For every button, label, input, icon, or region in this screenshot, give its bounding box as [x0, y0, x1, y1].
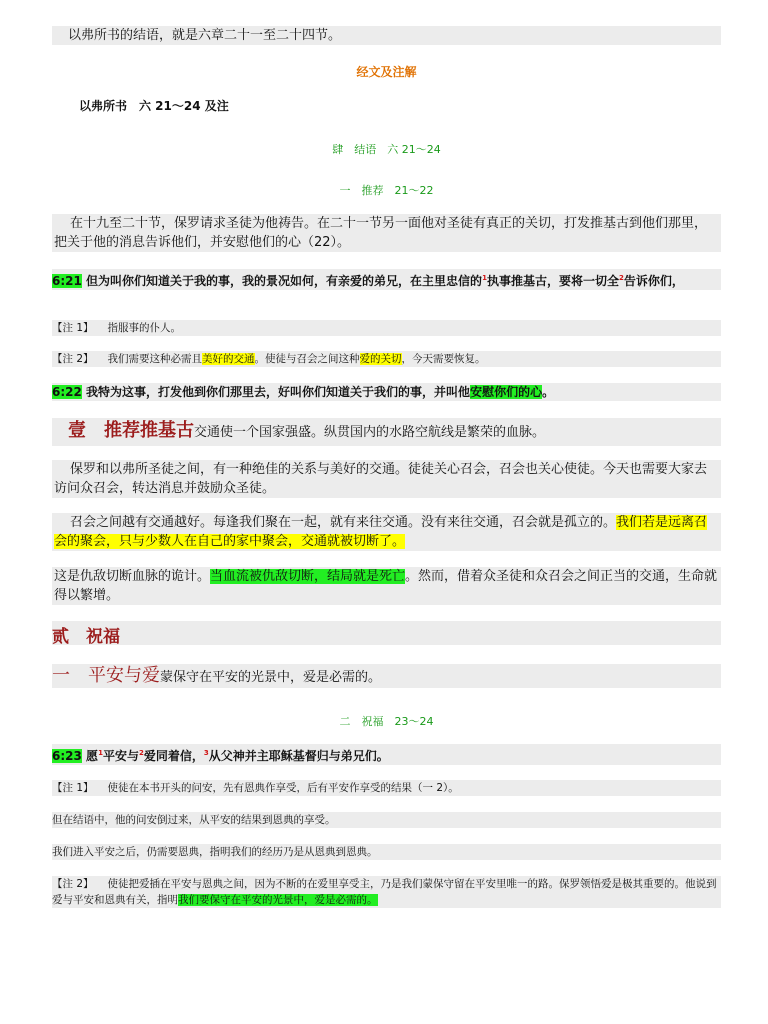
footnote-mark: 2 [618, 274, 624, 282]
note-3-line-3: 我们进入平安之后，仍需要恩典，指明我们的经历乃是从恩典到恩典。 [52, 844, 721, 860]
note-text: 。使徒与召会之间这种 [254, 353, 360, 365]
verse-text: 我特为这事，打发他到你们那里去，好叫你们知道关于我们的事，并叫他 [86, 385, 471, 399]
paragraph-1-text: 在十九至二十节，保罗请求圣徒为他祷告。在二十一节另一面他对圣徒有真正的关切，打发推基古到他们那里，把关于他的消息告诉他们，并安慰他们的心（22）。 [54, 216, 708, 250]
book-heading: 以弗所书 六 21～24 及注 [79, 99, 229, 113]
heading-3 [52, 664, 721, 688]
heading-2 [52, 621, 721, 645]
highlight-text: 安慰你们的心 [470, 385, 543, 399]
paragraph-4-text: 这是仇敌切断血脉的诡计。 [54, 569, 211, 584]
note-tag: 【注 1】 [52, 322, 94, 334]
note-tag: 【注 1】 [52, 782, 94, 794]
subheading-conclusion: 肆 结语 六 21～24 [332, 143, 441, 156]
note-text: 我们需要这种必需且 [107, 353, 203, 365]
highlight-text: 我们要保守在平安的光景中，爱是必需的。 [178, 894, 378, 906]
note-text: 使徒在本书开头的问安，先有恩典作享受，后有平安作享受的结果（一 2）。 [107, 782, 459, 794]
paragraph-2 [52, 460, 721, 498]
paragraph-4 [52, 567, 721, 605]
verse-text: 。 [542, 385, 555, 399]
note-4 [52, 876, 721, 908]
paragraph-4-text: 。然而，借着众圣徒和众召会之间正当的交通，生命就得以繁增。 [54, 569, 718, 603]
note-text: 使徒把爱插在平安与恩典之间，因为不断的在爱里享受主，乃是我们蒙保守留在平安里唯一的路。保罗领悟爱是极其重要的。他说到爱与平安和恩典有关，指明 [52, 878, 717, 906]
subheading-blessing: 二 祝福 23～24 [339, 715, 434, 728]
verse-6-23 [52, 744, 721, 765]
verse-text-b: 执事推基古，要将一切全 [486, 274, 619, 288]
note-1 [52, 320, 721, 336]
verse-ref: 6:22 [52, 385, 82, 399]
paragraph-3 [52, 513, 721, 551]
note-3-line-2: 但在结语中，他的问安倒过来，从平安的结果到恩典的享受。 [52, 812, 721, 828]
verse-ref: 6:21 [52, 274, 82, 288]
heading-1-title: 壹 推荐推基古 [68, 420, 194, 441]
footnote-mark: 2 [138, 749, 144, 757]
note-3 [52, 780, 721, 796]
highlight-text: 我们若是远离召会的聚会，只与少数人在自己的家中聚会，交通就被切断了。 [54, 515, 708, 549]
verse-text-c: 告诉你们， [623, 274, 684, 288]
heading-1 [52, 418, 721, 446]
note-text: ，今天需要恢复。 [401, 353, 486, 365]
verse-text: 爱同着信， [143, 749, 204, 763]
intro-line [52, 26, 721, 45]
heading-3-title: 一 平安与爱 [52, 665, 160, 686]
note-tag: 【注 2】 [52, 353, 94, 365]
paragraph-3-text: 召会之间越有交通越好。每逢我们聚在一起，就有来往交通。没有来往交通，召会就是孤立的。 [70, 515, 617, 530]
heading-1-rest: 交通使一个国家强盛。纵贯国内的水路空航线是繁荣的血脉。 [194, 425, 546, 440]
verse-text-a: 但为叫你们知道关于我的事，我的景况如何，有亲爱的弟兄，在主里忠信的 [86, 274, 483, 288]
footnote-mark: 1 [482, 274, 487, 282]
subheading-recommend: 一 推荐 21～22 [339, 184, 434, 197]
note-tag: 【注 2】 [52, 878, 94, 890]
verse-ref: 6:23 [52, 749, 82, 763]
heading-3-rest: 蒙保守在平安的光景中，爱是必需的。 [160, 670, 382, 685]
section-title: 经文及注解 [356, 65, 417, 79]
note-text: 指服事的仆人。 [107, 322, 182, 334]
note-2 [52, 351, 721, 367]
highlight-text: 美好的交通 [202, 353, 255, 365]
verse-text: 愿 [86, 749, 99, 763]
paragraph-2-text: 保罗和以弗所圣徒之间，有一种绝佳的关系与美好的交通。徒徒关心召会，召会也关心使徒。今天也需要大家去访问众召会，转达消息并鼓励众圣徒。 [54, 462, 708, 496]
footnote-mark: 1 [98, 749, 103, 757]
footnote-mark: 3 [203, 749, 209, 757]
highlight-text: 当血流被仇敌切断，结局就是死亡 [210, 569, 406, 584]
verse-text: 从父神并主耶稣基督归与弟兄们。 [208, 749, 389, 763]
verse-text: 平安与 [102, 749, 139, 763]
intro-text: 以弗所书的结语，就是六章二十一至二十四节。 [68, 28, 342, 43]
verse-6-22 [52, 383, 721, 401]
paragraph-1 [52, 214, 721, 252]
highlight-text: 爱的关切 [359, 353, 402, 365]
heading-2-title: 贰 祝福 [52, 627, 120, 647]
verse-6-21 [52, 269, 721, 290]
